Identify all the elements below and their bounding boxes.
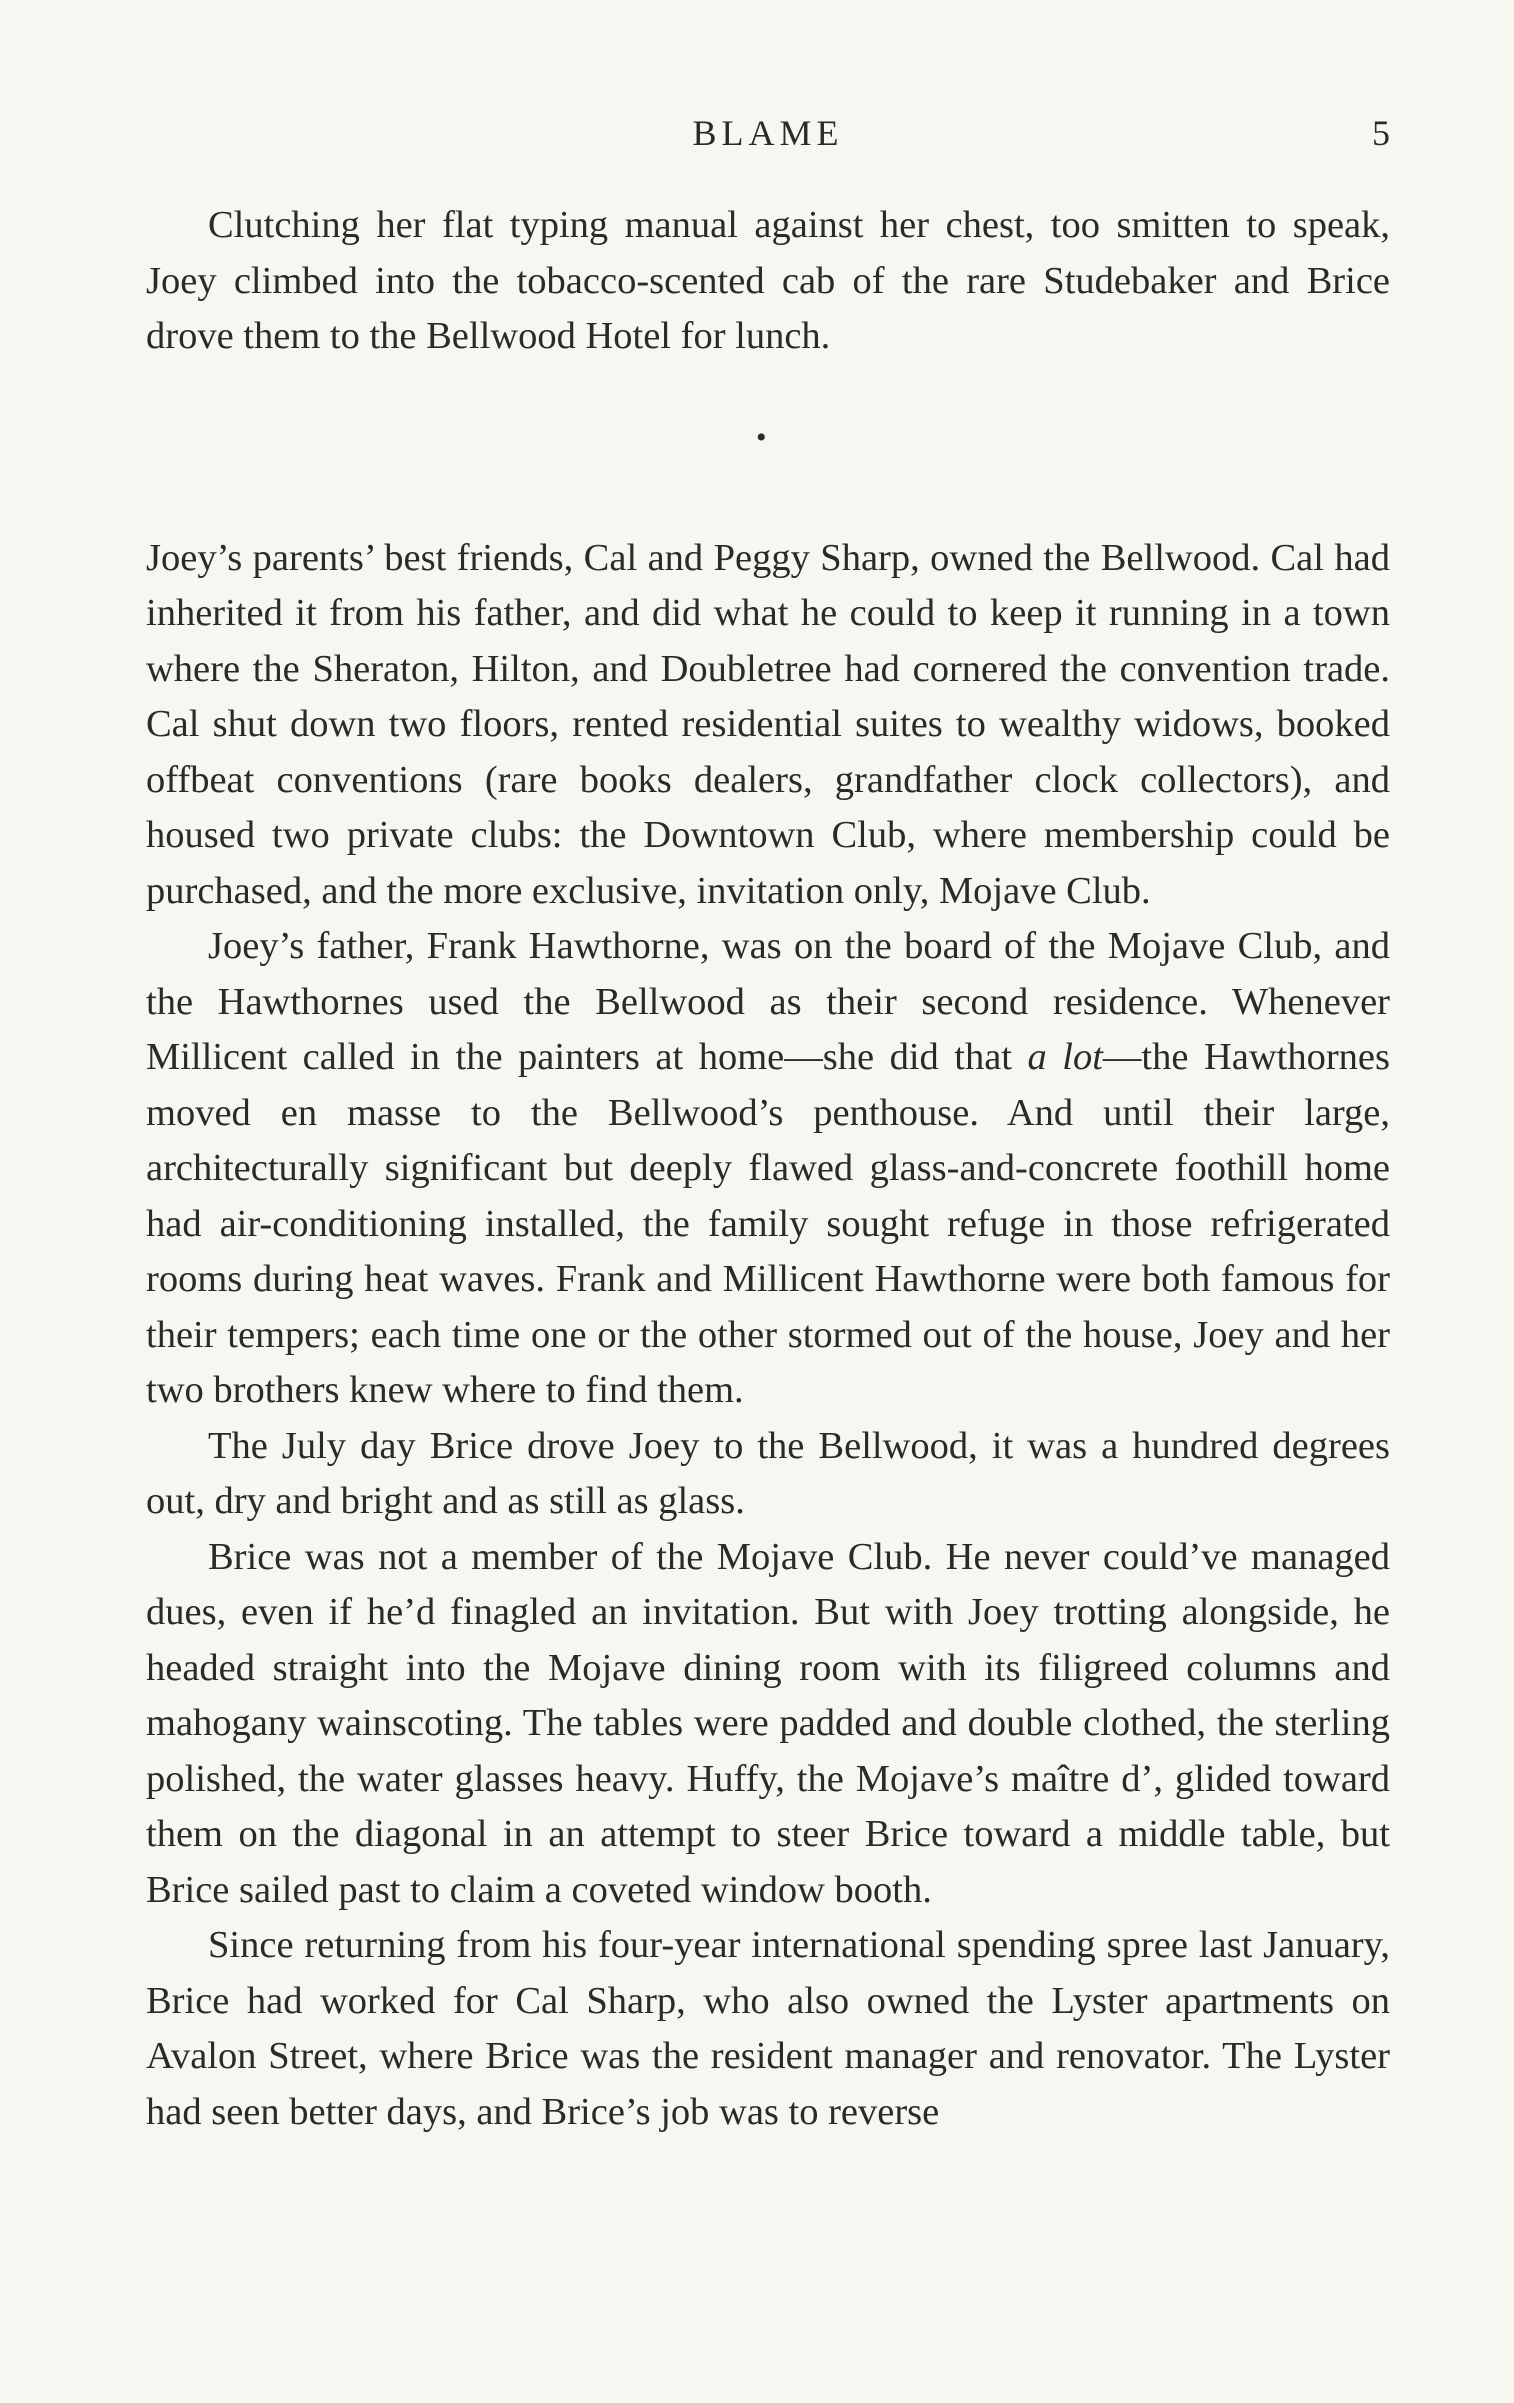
paragraph-6: Since returning from his four-year international spending spree last January, Brice had worked for Cal Sharp, who also owned the Lyster apartments on Avalon Street, where Brice was the resident manager and renovator. The Lyster had seen better days, and Brice’s job was to reverse [146, 1924, 1390, 2133]
paragraph-3-part-b: —the Hawthornes moved en masse to the Bellwood’s penthouse. And until their large, architecturally significant but deeply flawed glass-and-concrete foothill home had air-conditioning installed, the family sought refuge in those refrigerated rooms during heat waves. Frank and Millicent Hawthorne were both famous for their tempers; each time one or the other stormed out of the house, Joey and her two brothers knew where to find them. [146, 1036, 1390, 1411]
paragraph-1: Clutching her flat typing manual against her chest, too smitten to speak, Joey climbed into the tobacco-scented cab of the rare Studebaker and Brice drove them to the Bellwood Hotel for lunch. [146, 204, 1390, 357]
paragraph-4: The July day Brice drove Joey to the Bellwood, it was a hundred degrees out, dry and bright and as still as glass. [146, 1424, 1390, 1522]
paragraph-5: Brice was not a member of the Mojave Club. He never could’ve managed dues, even if he’d finagled an invitation. But with Joey trotting alongside, he headed straight into the Mojave dining room with its filigreed columns and mahogany wainscoting. The tables were padded and double clothed, the sterling polished, the water glasses heavy. Huffy, the Mojave’s maître d’, glided toward them on the diagonal in an attempt to steer Brice toward a middle table, but Brice sailed past to claim a coveted window booth. [146, 1535, 1390, 1911]
paragraph-2: Joey’s parents’ best friends, Cal and Peggy Sharp, owned the Bellwood. Cal had inherited it from his father, and did what he could to keep it running in a town where the Sheraton, Hilton, and Doubletree had cornered the convention trade. Cal shut down two floors, rented residential suites to wealthy widows, booked offbeat conventions (rare books dealers, grandfather clock collectors), and housed two private clubs: the Downtown Club, where membership could be purchased, and the more exclusive, invitation only, Mojave Club. [146, 536, 1390, 912]
paragraph-3-part-a: Joey’s father, Frank Hawthorne, was on the board of the Mojave Club, and the Hawthornes used the Bellwood as their second residence. Whenever Millicent called in the painters at home—she did that [146, 925, 1390, 1078]
page-number: 5 [1372, 113, 1390, 153]
paragraph-3-emphasis: a lot [1027, 1036, 1103, 1078]
section-break [146, 365, 1390, 531]
section-break-bullet: • [756, 420, 767, 454]
running-title: BLAME [692, 113, 844, 153]
paragraph-3 [146, 919, 1390, 1419]
body-text [146, 198, 1390, 2140]
running-head [146, 108, 1390, 158]
